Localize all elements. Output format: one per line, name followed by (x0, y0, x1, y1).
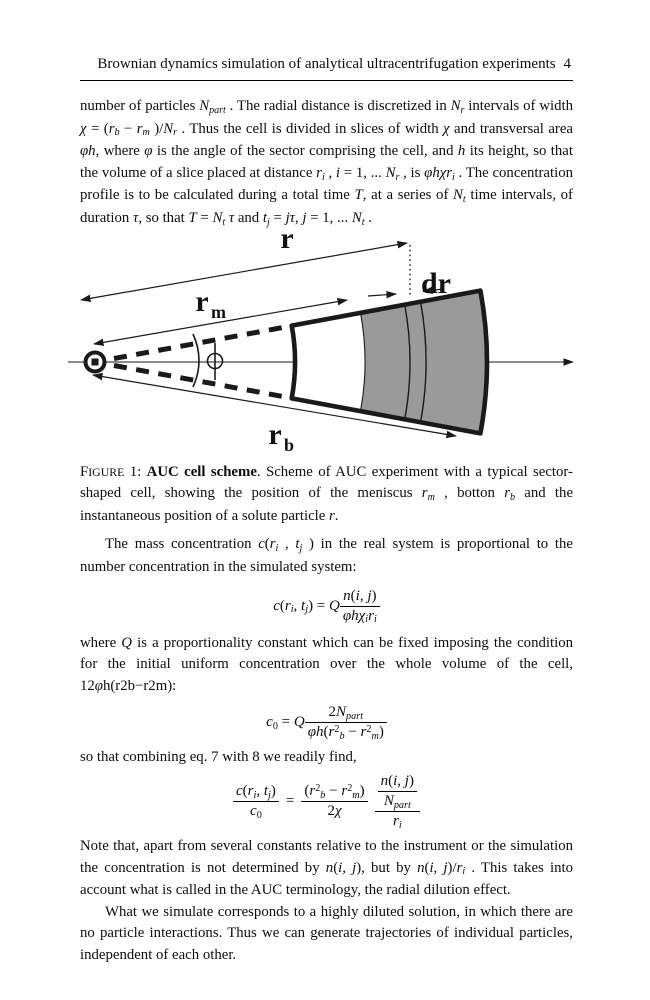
figure-1 (65, 221, 573, 455)
dr-left-arrow (368, 294, 396, 296)
equation-1-fraction: $\frac{n(i, j)}{\text{φhχiri}}$ (340, 588, 380, 625)
auc-cell-diagram (65, 221, 585, 455)
cell-solution-region (361, 290, 487, 433)
equation-3-equals: = (285, 792, 295, 809)
equation-3-nested-fraction: $\frac{n(i, j)}{\text{Npart}}$ (378, 773, 417, 810)
label-rm (195, 285, 226, 322)
sector-dashed-ray-top (114, 326, 291, 359)
label-r: r (280, 221, 294, 255)
paragraph-1: number of particles Npart . The radial distance is discretized in Nr intervals of width χ = (rb − rm )/Nr . Thus the cell is divided in slices of width χ and transversal area φh, where φ is the angle of the sector comprising the cell, and h its height, so that the volume of a slice placed at distance ri , i = 1, ... Nr , is φhχri . The concentration profile is to be calculated during a total time T, at a series of Nt time intervals, of duration τ, so that T = Nt τ and tj = jτ, j = 1, ... Nt . (80, 98, 573, 228)
phi-angle-arc (193, 334, 199, 387)
header-rule (80, 80, 573, 81)
svg-text:m: m (211, 301, 226, 322)
equation-2-fraction: $\frac{\text{2Npart}}{\varphi h(r^2b - r^2m)}$ (305, 704, 387, 741)
r-measure-arrow (81, 243, 407, 300)
header-title: Brownian dynamics simulation of analytical ultracentrifugation experiments (97, 56, 556, 72)
page-header (80, 56, 573, 77)
equation-1 (80, 588, 573, 625)
rotation-axis-dot (92, 358, 99, 365)
svg-text:r: r (268, 417, 282, 451)
paragraph-5: Note that, apart from several constants relative to the instrument or the simulation the concentration is not determined by n(i, j), but by n(i, j)/ri . This takes into account what is called in the AUC terminology, the radial dilution effect. (80, 837, 574, 899)
equation-3-fraction-2: $\frac{\frac{n(i, j)}{\text{Npart}}}{ri}$ (375, 773, 420, 830)
equation-3-fraction-1: $\frac{(r^2b - r^2m)}{2\chi}$ (301, 783, 367, 820)
figure-1-caption: FIGURE 1: AUC cell scheme. Scheme of AUC experiment with a typical sector-shaped cell, showing the position of the meniscus rm , botton rb and the instantaneous position of a solute particle r. (80, 463, 574, 524)
svg-text:b: b (284, 434, 295, 455)
equation-2 (80, 704, 573, 741)
header-page-number: 4 (563, 56, 571, 72)
paragraph-6: What we simulate corresponds to a highly diluted solution, in which there are no particle interactions. Thus we can generate trajectories of individual particles, independent of each other. (80, 903, 573, 963)
equation-1-lhs: c(ri, tj) = Q (273, 597, 340, 616)
equation-2-lhs: c0 = Q (266, 714, 305, 733)
equation-3-lhs-fraction: $\frac{c(ri, tj)}{c0}$ (233, 783, 279, 820)
label-dr: dr (421, 266, 451, 300)
equation-3 (80, 773, 573, 830)
label-rb (268, 418, 294, 455)
svg-text:r: r (195, 284, 209, 318)
paragraph-2: The mass concentration c(ri , tj ) in the real system is proportional to the number concentration in the simulated system: (80, 536, 573, 575)
paragraph-3: where Q is a proportionality constant which can be fixed imposing the condition for the initial uniform concentration over the whole volume of the cell, 12φh(r2b−r2m): (80, 634, 573, 694)
paragraph-4: so that combining eq. 7 with 8 we readily find, (80, 749, 357, 766)
